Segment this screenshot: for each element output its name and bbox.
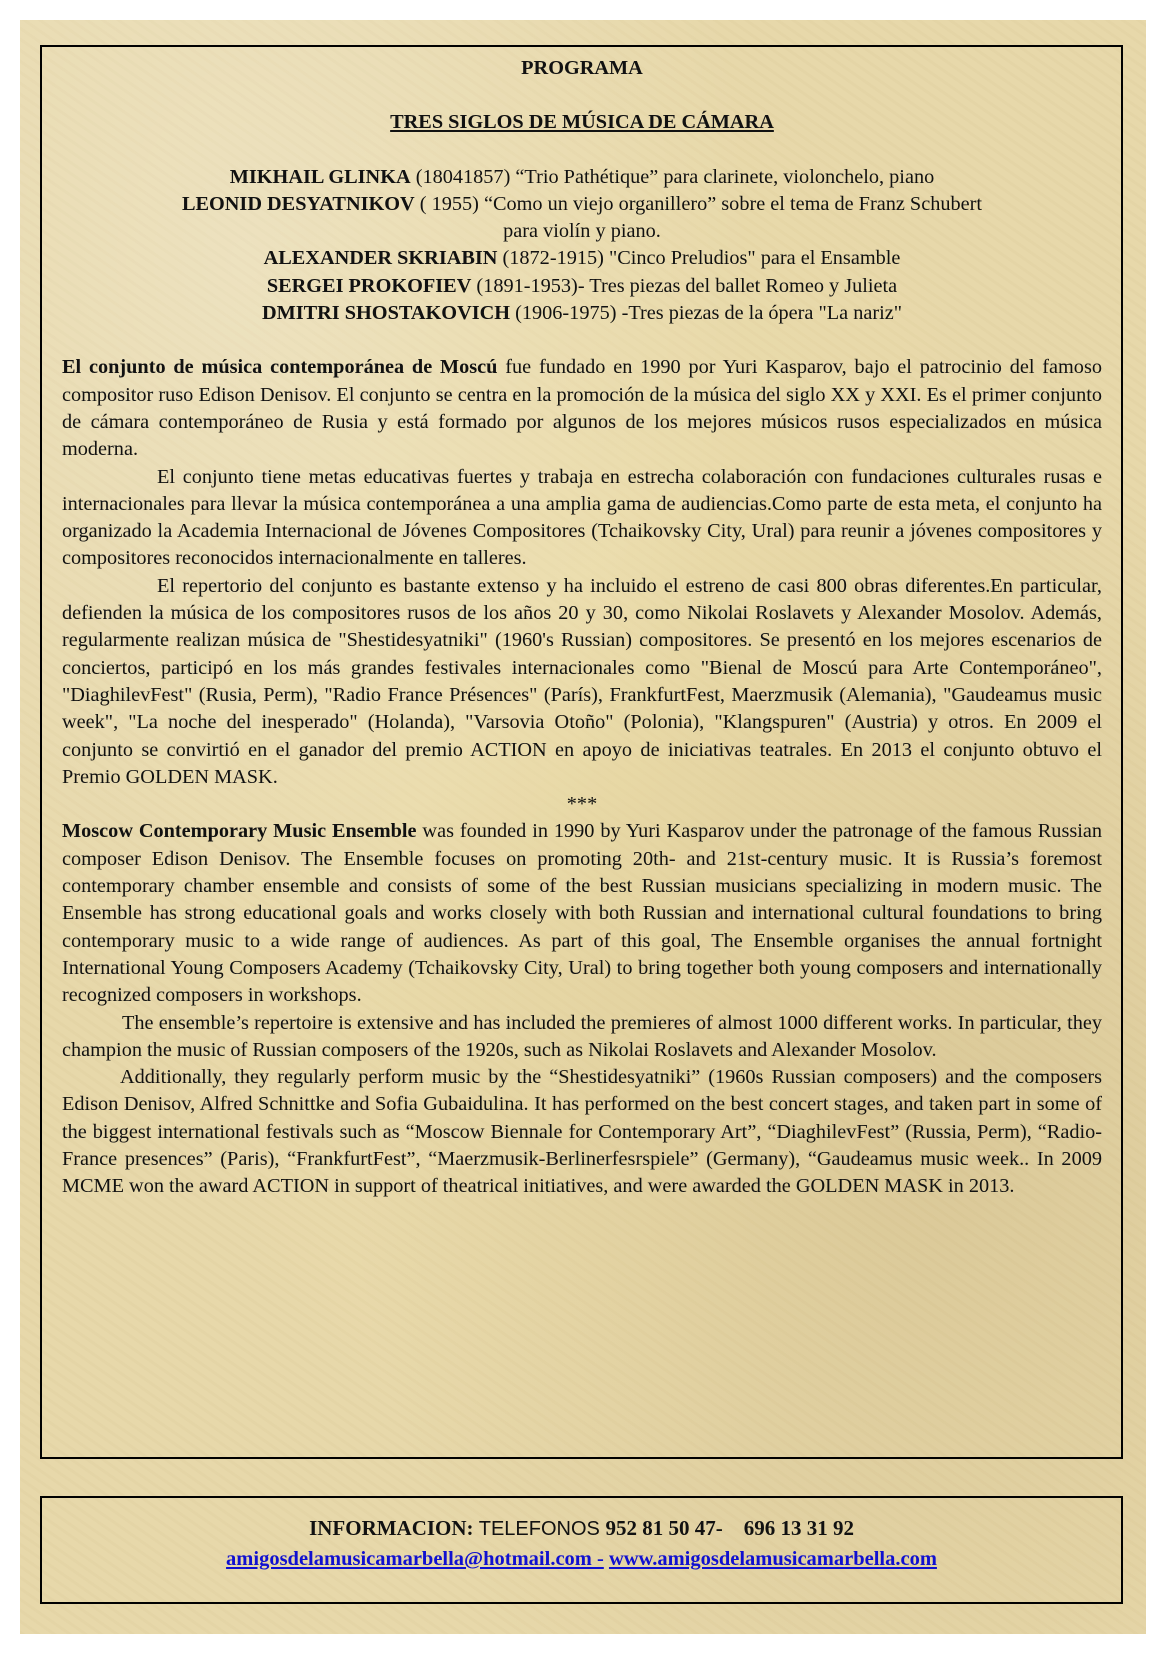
website-link[interactable]: www.amigosdelamusicamarbella.com	[608, 1548, 937, 1570]
spanish-paragraph-1	[62, 354, 1102, 463]
spanish-paragraph-3: El repertorio del conjunto es bastante extenso y ha incluido el estreno de casi 800 obras diferentes.En particular, defienden la música de los compositores rusos de los años 20 y 30, como Nikolai Roslavets y Alexander Mosolov. Además, regularmente realizan música de "Shestidesyatniki" (1960's Russian) compositores. Se presentó en los mejores escenarios de conciertos, participó en los más grandes festivales internacionales como "Bienal de Moscú para Arte Contemporáneo", "DiaghilevFest" (Rusia, Perm), "Radio France Présences" (París), FrankfurtFest, Maerzmusik (Alemania), "Gaudeamus music week", "La noche del inesperado" (Holanda), "Varsovia Otoño" (Polonia), "Klangspuren" (Austria) y otros. En 2009 el conjunto se convirtió en el ganador del premio ACTION en apoyo de iniciativas teatrales. En 2013 el conjunto obtuvo el Premio GOLDEN MASK.	[62, 574, 1102, 788]
english-paragraph-3: Additionally, they regularly perform music by the “Shestidesyatniki” (1960s Russian composers) and the composers Edison Denisov, Alfred Schnittke and Sofia Gubaidulina. It has performed on the best concert stages, and taken part in some of the biggest international festivals such as “Moscow Biennale for Contemporary Art”, “DiaghilevFest” (Russia, Perm), “Radio-France presences” (Paris), “FrankfurtFest”, “Maerzmusik-Berlinerfesrspiele” (Germany), “Gaudeamus music week.. In 2009 MCME won the award ACTION in support of theatrical initiatives, and were awarded the GOLDEN MASK in 2013.	[62, 1066, 1102, 1198]
english-paragraph-1-text: was founded in 1990 by Yuri Kasparov under the patronage of the famous Russian composer Edison Denisov. The Ensemble focuses on promoting 20th- and 21st-century music. It is Russia’s foremost contemporary chamber ensemble and consists of some of the best Russian musicians specializing in modern music. The Ensemble has strong educational goals and works closely with both Russian and international cultural foundations to bring contemporary music to a wide range of audiences. As part of this goal, The Ensemble organises the annual fortnight International Young Composers Academy (Tchaikovsky City, Ural) to bring together both young composers and internationally recognized composers in workshops.	[62, 820, 1103, 1007]
program-item	[62, 218, 1102, 245]
work-description: (1872-1915) "Cinco Preludios" para el Ensamble	[497, 247, 901, 270]
work-description: ( 1955) “Como un viejo organillero” sobre el tema de Franz Schubert	[414, 192, 983, 215]
telefonos-label: TELEFONOS	[473, 1518, 606, 1540]
composer-name: LEONID DESYATNIKOV	[181, 192, 415, 215]
program-item	[62, 300, 1102, 327]
program-item	[62, 191, 1102, 218]
program-subtitle: TRES SIGLOS DE MÚSICA DE CÁMARA	[390, 111, 774, 134]
separator: ***	[566, 793, 598, 816]
phone-2: 696 13 31 92	[743, 1516, 854, 1540]
contact-links	[42, 1548, 1121, 1571]
program-item	[62, 273, 1102, 300]
composer-name: MIKHAIL GLINKA	[229, 165, 411, 188]
spanish-paragraph-1-text: fue fundado en 1990 por Yuri Kasparov, bajo el patrocinio del famoso compositor ruso Edison Denisov. El conjunto se centra en la promoción de la música del siglo XX y XXI. Es el primer conjunto de cámara contemporáneo de Rusia y está formado por algunos de los mejores músicos rusos especializados en música moderna.	[62, 356, 1102, 461]
program-item	[62, 245, 1102, 272]
composer-name: ALEXANDER SKRIABIN	[263, 247, 498, 270]
english-paragraph-2: The ensemble’s repertoire is extensive and has included the premieres of almost 1000 different works. In particular, they champion the music of Russian composers of the 1920s, such as Nikolai Roslavets and Alexander Mosolov.	[62, 1011, 1102, 1061]
composer-name: SERGEI PROKOFIEV	[266, 274, 472, 297]
work-description: (1891-1953)- Tres piezas del ballet Romeo y Julieta	[471, 274, 898, 297]
program-heading: PROGRAMA	[521, 57, 643, 79]
info-label: INFORMACION:	[309, 1516, 474, 1540]
work-description: (18041857) “Trio Pathétique” para clarinete, violonchelo, piano	[410, 165, 935, 188]
program-content	[62, 55, 1102, 1201]
program-item	[62, 164, 1102, 191]
email-link[interactable]: amigosdelamusicamarbella@hotmail.com -	[226, 1548, 604, 1570]
program-list	[62, 164, 1102, 328]
composer-name: DMITRI SHOSTAKOVICH	[261, 302, 511, 325]
ensemble-name-es: El conjunto de música contemporánea de Moscú	[62, 356, 498, 379]
spanish-paragraph-2: El conjunto tiene metas educativas fuertes y trabaja en estrecha colaboración con fundaciones culturales rusas e internacionales para llevar la música contemporánea a una amplia gama de audiencias.Como parte de esta meta, el conjunto ha organizado la Academia Internacional de Jóvenes Compositores (Tchaikovsky City, Ural) para reunir a jóvenes compositores y compositores reconocidos internacionalmente en talleres.	[62, 465, 1102, 570]
work-description: para violín y piano.	[503, 220, 661, 243]
contact-footer	[40, 1496, 1123, 1604]
contact-info-line	[42, 1516, 1121, 1541]
english-paragraph-1	[62, 818, 1102, 1009]
ensemble-name-en: Moscow Contemporary Music Ensemble	[62, 820, 417, 843]
phone-1: 952 81 50 47-	[605, 1516, 723, 1540]
work-description: (1906-1975) -Tres piezas de la ópera "La nariz"	[510, 302, 903, 325]
